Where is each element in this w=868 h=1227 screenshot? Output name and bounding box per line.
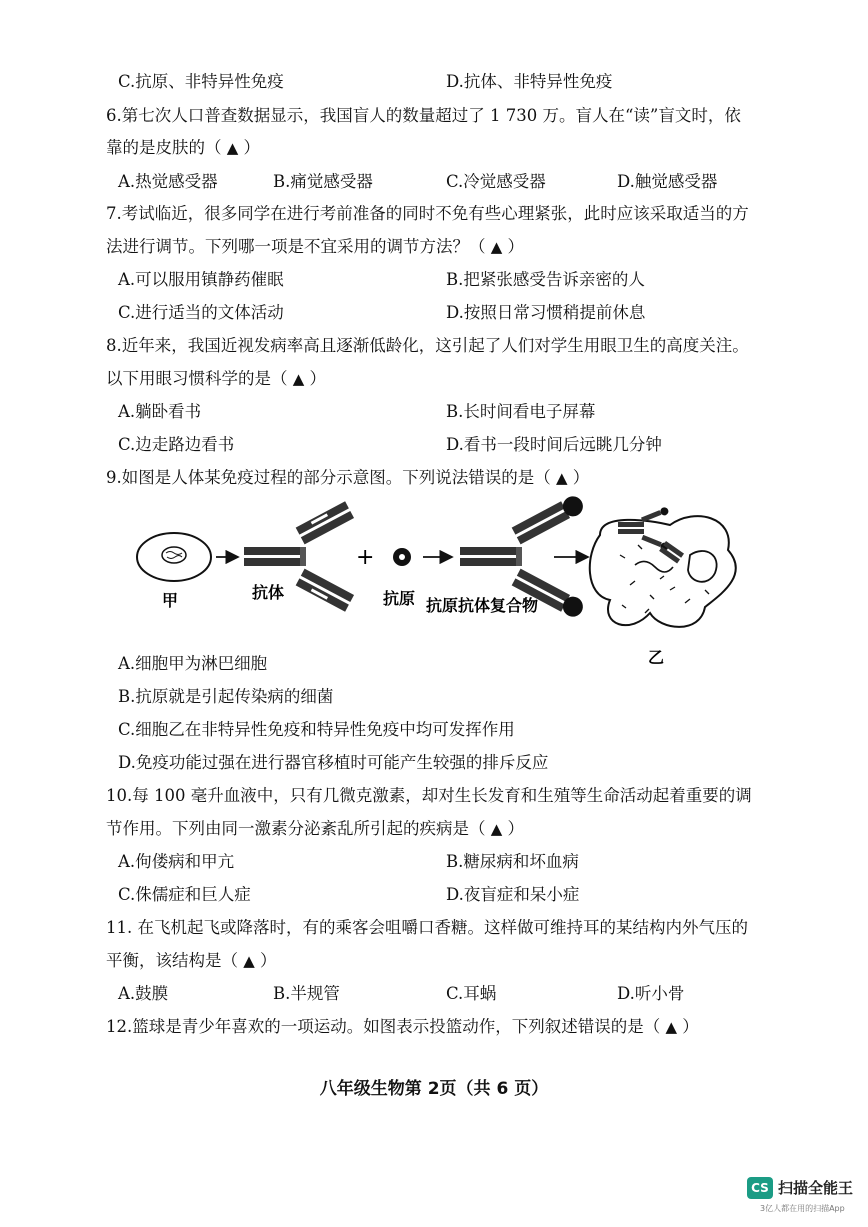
answer-blank-triangle-icon: ▲	[490, 820, 503, 838]
q7-stem-line1: 7.考试临近，很多同学在进行考前准备的同时不免有些心理紧张，此时应该采取适当的方	[106, 204, 749, 223]
label-kangti: 抗体	[252, 583, 285, 602]
q6-option-d: D.触觉感受器	[617, 172, 718, 191]
q5-option-c: C.抗原、非特异性免疫	[118, 72, 284, 91]
q7-close-paren: ）	[507, 237, 525, 256]
q6-stem-line1: 6.第七次人口普查数据显示，我国盲人的数量超过了 1 730 万。盲人在“读”盲文时，依	[106, 106, 741, 125]
q10-option-c: C.侏儒症和巨人症	[118, 885, 251, 904]
q8-option-b: B.长时间看电子屏幕	[446, 402, 596, 421]
q9-option-d: D.免疫功能过强在进行器官移植时可能产生较强的排斥反应	[118, 753, 549, 772]
answer-blank-triangle-icon: ▲	[292, 370, 305, 388]
q8-stem-text: 以下用眼习惯科学的是（	[106, 369, 288, 388]
q11-stem-line1: 11. 在飞机起飞或降落时，有的乘客会咀嚼口香糖。这样做可维持耳的某结构内外气压的	[106, 918, 748, 937]
q10-stem-line2	[106, 818, 524, 840]
q10-option-b: B.糖尿病和坏血病	[446, 852, 579, 871]
q7-stem-line2	[106, 236, 524, 258]
q8-stem-line2	[106, 368, 326, 390]
q11-stem-text: 平衡，该结构是（	[106, 951, 238, 970]
q6-option-b: B.痛觉感受器	[273, 172, 373, 191]
label-kangyuan: 抗原	[383, 589, 416, 608]
antigen-shape	[393, 548, 411, 566]
answer-blank-triangle-icon: ▲	[490, 238, 503, 256]
q8-option-a: A.躺卧看书	[118, 402, 202, 421]
q6-stem-line2	[106, 137, 260, 159]
q12-close-paren: ）	[682, 1017, 699, 1036]
camscanner-logo-icon: CS	[747, 1177, 773, 1199]
q7-option-a: A.可以服用镇静药催眠	[118, 270, 284, 289]
q10-close-paren: ）	[507, 819, 525, 838]
q6-close-paren: ）	[243, 138, 261, 157]
q9-option-a: A.细胞甲为淋巴细胞	[118, 654, 268, 673]
q6-stem-text: 靠的是皮肤的（	[106, 138, 222, 157]
q12-stem-text: 12.篮球是青少年喜欢的一项运动。如图表示投篮动作，下列叙述错误的是（	[106, 1017, 661, 1036]
answer-blank-triangle-icon: ▲	[226, 139, 239, 157]
q8-close-paren: ）	[309, 369, 327, 388]
q10-option-d: D.夜盲症和呆小症	[446, 885, 580, 904]
q9-stem-text: 9.如图是人体某免疫过程的部分示意图。下列说法错误的是（	[106, 468, 551, 487]
q7-option-d: D.按照日常习惯稍提前休息	[446, 303, 646, 322]
cell-yi	[590, 506, 736, 627]
q9-option-c: C.细胞乙在非特异性免疫和特异性免疫中均可发挥作用	[118, 720, 515, 739]
q6-option-c: C.冷觉感受器	[446, 172, 546, 191]
watermark-app-name: 扫描全能王	[778, 1179, 854, 1197]
q8-stem-line1: 8.近年来，我国近视发病率高且逐渐低龄化，这引起了人们对学生用眼卫生的高度关注。	[106, 336, 749, 355]
q7-stem-text: 法进行调节。下列哪一项是不宜采用的调节方法？（	[106, 237, 486, 256]
q11-option-b: B.半规管	[273, 984, 340, 1003]
answer-blank-triangle-icon: ▲	[556, 469, 568, 487]
q9-option-b: B.抗原就是引起传染病的细菌	[118, 687, 334, 706]
q10-option-a: A.佝偻病和甲亢	[118, 852, 235, 871]
answer-blank-triangle-icon: ▲	[243, 952, 255, 970]
answer-blank-triangle-icon: ▲	[665, 1018, 678, 1036]
q10-stem-text: 节作用。下列由同一激素分泌紊乱所引起的疾病是（	[106, 819, 486, 838]
label-jia: 甲	[162, 591, 179, 610]
q6-option-a: A.热觉感受器	[118, 172, 218, 191]
q8-option-d: D.看书一段时间后远眺几分钟	[446, 435, 662, 454]
q9-stem-line1	[106, 467, 589, 489]
immune-process-diagram	[130, 495, 740, 675]
q11-close-paren: ）	[260, 951, 277, 970]
label-complex: 抗原抗体复合物	[426, 596, 539, 615]
page-footer: 八年级生物第 2页（共 6 页）	[319, 1079, 549, 1099]
plus-sign: +	[356, 545, 375, 570]
cell-jia	[137, 533, 211, 581]
q5-option-d: D.抗体、非特异性免疫	[446, 72, 613, 91]
q12-stem-line1	[106, 1016, 699, 1038]
q11-option-d: D.听小骨	[617, 984, 685, 1003]
q7-option-b: B.把紧张感受告诉亲密的人	[446, 270, 645, 289]
label-yi: 乙	[648, 648, 665, 667]
q8-option-c: C.边走路边看书	[118, 435, 235, 454]
watermark-tagline: 3亿人都在用的扫描App	[760, 1204, 845, 1213]
q9-close-paren: ）	[572, 468, 590, 487]
q10-stem-line1: 10.每 100 毫升血液中，只有几微克激素，却对生长发育和生殖等生命活动起着重要的调	[106, 786, 752, 805]
q11-option-a: A.鼓膜	[118, 984, 169, 1003]
q11-stem-line2	[106, 950, 277, 972]
q11-option-c: C.耳蜗	[446, 984, 497, 1003]
q7-option-c: C.进行适当的文体活动	[118, 303, 284, 322]
